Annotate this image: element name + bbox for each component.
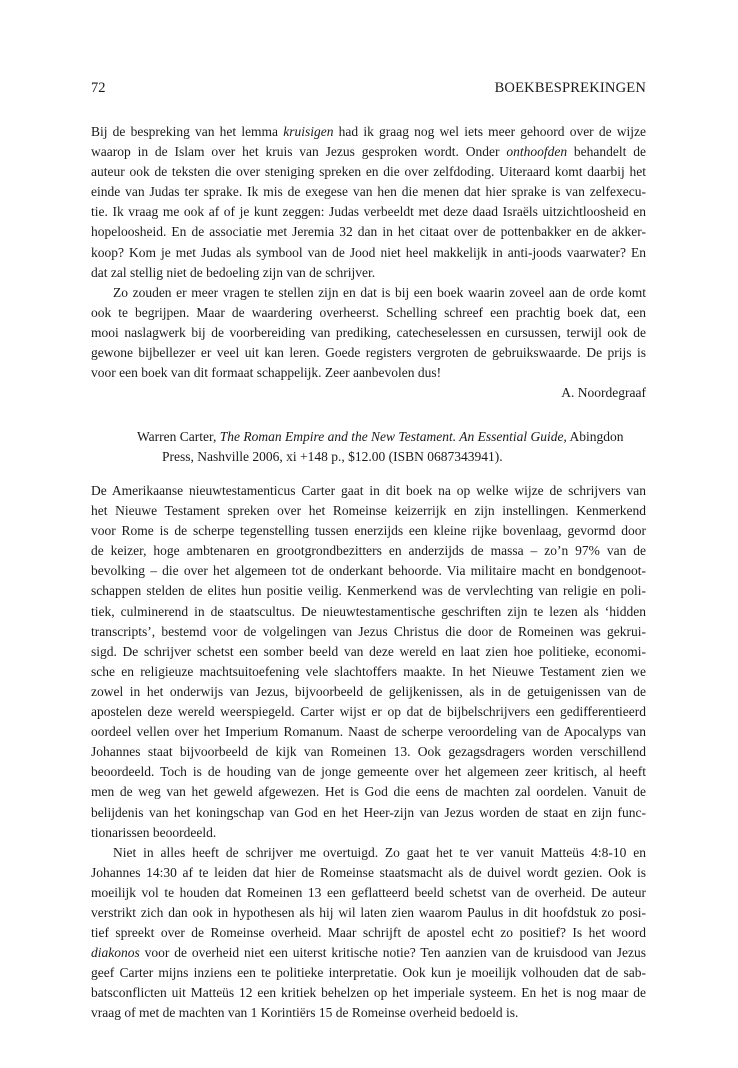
text-line: hopeloosheid. En de associatie met Jeremia 32 dan in het citaat over de pottenbakker en de akker-: [91, 224, 646, 240]
italic-title: The Roman Empire and the New Testament. An Essential Guide,: [219, 429, 567, 444]
text-line: geef Carter mijns inziens een te politieke interpretatie. Ook kun je moeilijk volhouden dat de sab-: [91, 965, 646, 981]
text-line: De Amerikaanse nieuwtestamenticus Carter gaat in dit boek na op welke wijze de schrijvers van: [91, 483, 646, 498]
text-line: belijdenis van het koningschap van God en het Heer-zijn van Jezus worden de staat en zijn func-: [91, 804, 646, 820]
italic-title: diakonos: [91, 945, 140, 961]
text-line: tionarissen beoordeeld.: [91, 824, 217, 840]
italic-title: kruisigen: [283, 124, 334, 139]
text-line: het Nieuwe Testament spreken over het Romeinse keizerrijk en zijn instellingen. Kenmerkend: [91, 503, 646, 519]
text-line: tiek, culminerend in de staatscultus. De nieuwtestamentische geschriften zijn te lezen als ‘hidden: [91, 603, 646, 619]
text-line: ook te begrijpen. Maar de waardering overheerst. Schelling schreef een prachtig boek dat, een: [91, 304, 646, 320]
text-line: zowel in het onderwijs van Jezus, bijvoorbeeld de gelijkenissen, als in de getuigenissen van de: [91, 683, 646, 699]
text-line: sigd. De schrijver schetst een somber beeld van deze wereld en laat zien hoe politieke, economi-: [91, 643, 646, 659]
text-line: men de weg van het geweld afgewezen. Het is God die eens de machten zal oordelen. Vanuit de: [91, 784, 646, 800]
text-line: oordeel vellen over het Imperium Romanum. Naast de scherpe veroordeling van de Apocalyps van: [91, 724, 646, 740]
review-1-body: [91, 122, 646, 403]
text-line: diakonos voor de overheid niet een uiterst kritische notie? Ten aanzien van de kruisdood van Jezus: [91, 945, 646, 961]
text-line: schappen stelden de elites hun positie veilig. Kenmerkend was de vervlechting van religie en poli-: [91, 583, 646, 599]
text-line: verstrikt zich dan ook in hypothesen als hij wil laten zien waarom Paulus in dit hoofdstuk zo posi-: [91, 904, 646, 920]
book-reference: [137, 427, 649, 467]
text-line: moeilijk vol te houden dat Romeinen 13 een geflatteerd beeld schetst van de overheid. De auteur: [91, 884, 646, 900]
text-line: bevolking – die over het algemeen tot de onderkant behoorde. Via militaire macht en bondgenoot-: [91, 563, 646, 579]
text-line: Niet in alles heeft de schrijver me overtuigd. Zo gaat het te ver vanuit Matteüs 4:8-10 en: [113, 844, 646, 860]
text-line: voor Rome is de scherpe tegenstelling tussen enerzijds een kleine rijke bovenlaag, gevormd door: [91, 523, 646, 539]
text-line: Bij de bespreking van het lemma kruisigen had ik graag nog wel iets meer gehoord over de wijze: [91, 124, 646, 139]
text-line: koop? Kom je met Judas als symbool van de Jood niet heel makkelijk in anti-joods vaarwater? En: [91, 244, 646, 260]
text-line: tief spreekt over de Romeinse overheid. Maar schrijft de apostel echt zo positief? Is het woord: [91, 925, 646, 941]
text-line: beoordeeld. Toch is de houding van de jonge gemeente over het algemeen zeer kritisch, al heeft: [91, 764, 646, 780]
text-line: apostelen deze wereld weerspiegeld. Carter wijst er op dat de bijbelschrijvers een gedifferentieerd: [91, 704, 646, 720]
running-title: BOEKBESPREKINGEN: [494, 80, 646, 96]
reference-line: Press, Nashville 2006, xi +148 p., $12.00 (ISBN 0687343941).: [162, 449, 503, 465]
text-line: Johannes 14:30 af te leiden dat hier de Romeinse staatsmacht als de duivel wordt gezien. Ook is: [91, 864, 646, 880]
text-line: tie. Ik vraag me ook af of je kunt zeggen: Judas verbeeldt met deze daad Israëls uitzichtloosheid en: [91, 204, 646, 220]
review-signature: A. Noordegraaf: [561, 385, 646, 401]
italic-title: onthoofden: [506, 144, 568, 160]
review-2-body: [91, 481, 646, 1024]
page-number: 72: [91, 80, 106, 96]
text-line: voor een boek van dit formaat schappelijk. Zeer aanbevolen dus!: [91, 365, 442, 381]
text-line: dat zal stellig niet de bedoeling zijn van de schrijver.: [91, 264, 376, 280]
text-line: de keizer, hoge ambtenaren en grootgrondbezitters en anderzijds de massa – zo’n 97% van de: [91, 543, 646, 559]
text-line: Zo zouden er meer vragen te stellen zijn en dat is bij een boek waarin zoveel aan de orde komt: [113, 284, 646, 300]
text-line: vraag of met de machten van 1 Korintiërs 15 de Romeinse overheid bedoeld is.: [91, 1005, 519, 1021]
text-line: mooi naslagwerk bij de voorbereiding van prediking, catecheselessen en cursussen, terwijl ook de: [91, 324, 646, 340]
text-line: gewone bijbellezer er veel uit kan leren. Goede registers vergroten de gebruikswaarde. De prijs is: [91, 345, 646, 361]
reference-line: Warren Carter, The Roman Empire and the New Testament. An Essential Guide, Abingdon: [137, 429, 624, 444]
page-header: [91, 80, 646, 100]
text-line: sche en religieuze machtsuitoefening vele slachtoffers maakte. In het Nieuwe Testament zien we: [91, 663, 646, 679]
text-line: auteur ook de teksten die over steniging spreken en die over zelfdoding. Uiteraard komt daarbij het: [91, 164, 646, 180]
text-line: transcripts’, bestemd voor de volgelingen van Jezus Christus die door de Romeinen was gekrui-: [91, 623, 646, 639]
text-line: Johannes staat bijvoorbeeld de kijk van Romeinen 13. Ook gezagsdragers worden verschillend: [91, 744, 646, 760]
text-line: batsconflicten uit Matteüs 12 een kritiek behelzen op het imperiale systeem. En het is nog maar de: [91, 985, 646, 1001]
text-line: einde van Judas ter sprake. Ik mis de exegese van hen die menen dat hier sprake is van zelfexecu-: [91, 184, 646, 200]
text-line: waarop in de Islam over het kruis van Jezus gesproken wordt. Onder onthoofden behandelt de: [91, 144, 646, 160]
